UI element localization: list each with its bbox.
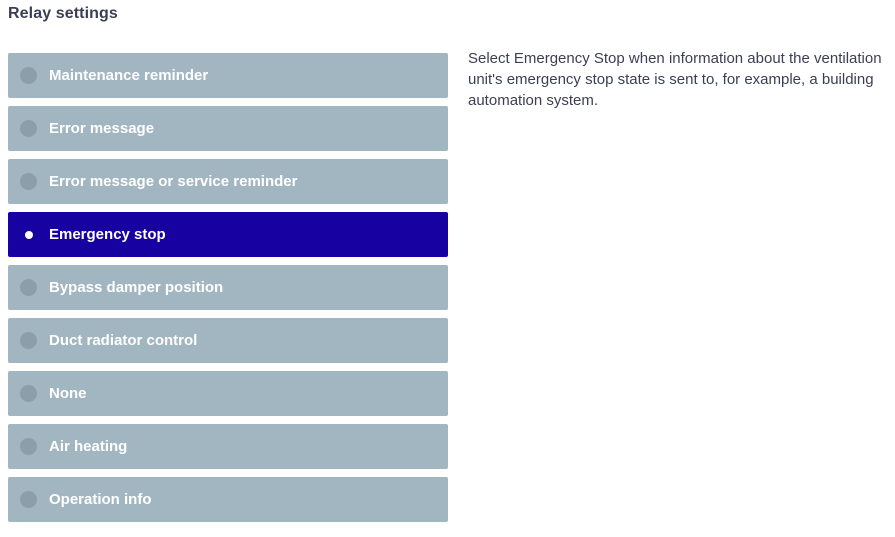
option-none[interactable] [8, 371, 448, 416]
option-duct-radiator-control[interactable] [8, 318, 448, 363]
radio-button[interactable] [20, 67, 37, 84]
radio-button[interactable] [20, 438, 37, 455]
option-error-message[interactable] [8, 106, 448, 151]
relay-options-list [8, 53, 448, 530]
radio-button[interactable] [20, 173, 37, 190]
radio-button[interactable] [20, 120, 37, 137]
option-air-heating[interactable] [8, 424, 448, 469]
option-label: Operation info [49, 491, 152, 508]
option-emergency-stop[interactable] [8, 212, 448, 257]
option-maintenance-reminder[interactable] [8, 53, 448, 98]
option-operation-info[interactable] [8, 477, 448, 522]
radio-button[interactable] [20, 332, 37, 349]
help-text: Select Emergency Stop when information about the ventilation unit's emergency stop state is sent to, for example, a building automation system. [468, 50, 882, 109]
radio-button[interactable] [20, 279, 37, 296]
option-error-message-or-service-reminder[interactable] [8, 159, 448, 204]
radio-button[interactable] [20, 385, 37, 402]
page-title: Relay settings [8, 5, 118, 22]
option-label: None [49, 385, 87, 402]
option-label: Air heating [49, 438, 128, 455]
option-label: Maintenance reminder [49, 67, 209, 84]
option-label: Emergency stop [49, 226, 166, 243]
option-label: Error message [49, 120, 155, 137]
option-label: Bypass damper position [49, 279, 224, 296]
option-label: Error message or service reminder [49, 173, 298, 190]
option-label: Duct radiator control [49, 332, 198, 349]
option-bypass-damper-position[interactable] [8, 265, 448, 310]
radio-button[interactable] [20, 491, 37, 508]
radio-button[interactable] [20, 226, 37, 243]
